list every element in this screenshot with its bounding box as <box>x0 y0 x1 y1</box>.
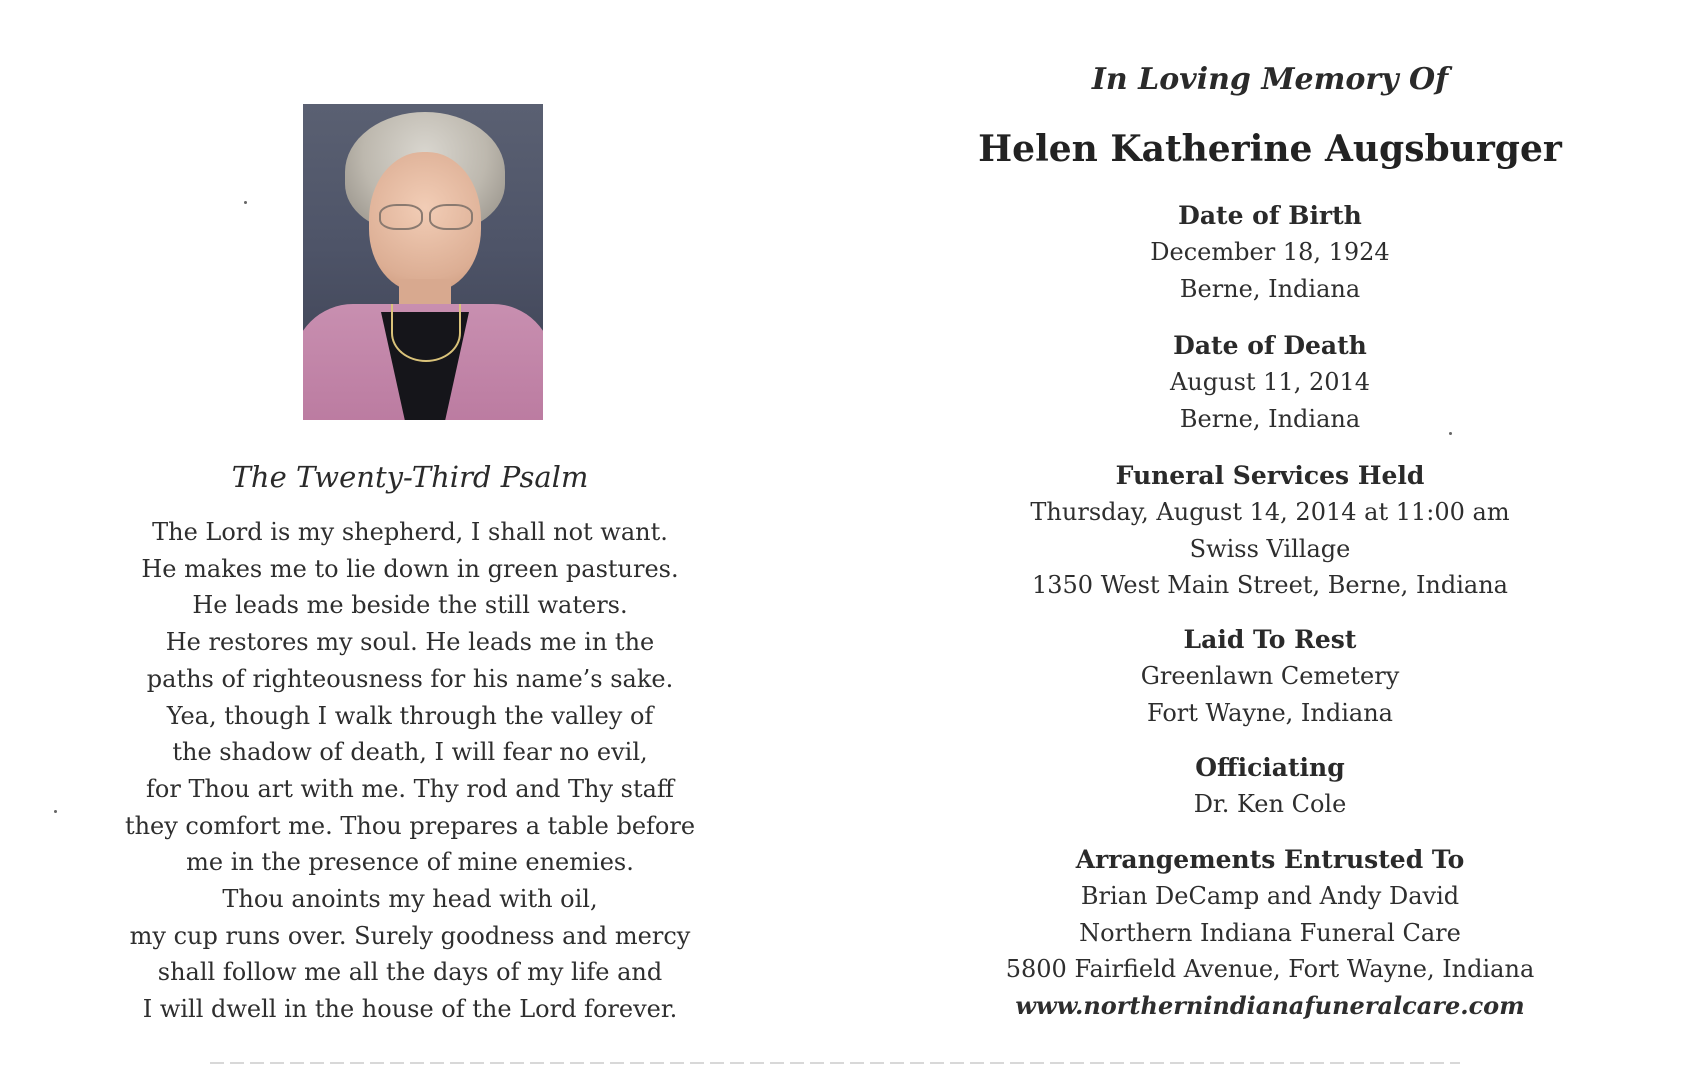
funeral-home-website[interactable]: www.northernindianafuneralcare.com <box>1015 990 1525 1020</box>
birth-place: Berne, Indiana <box>1179 274 1361 303</box>
death-place: Berne, Indiana <box>1179 404 1361 433</box>
death-heading: Date of Death <box>1173 331 1367 360</box>
officiating-heading: Officiating <box>1195 753 1345 782</box>
psalm-line: The Lord is my shepherd, I shall not want. <box>152 518 668 546</box>
services-datetime: Thursday, August 14, 2014 at 11:00 am <box>1030 498 1510 526</box>
psalm-line: Yea, though I walk through the valley of <box>166 701 654 730</box>
arrangements-people: Brian DeCamp and Andy David <box>1080 882 1460 910</box>
services-heading: Funeral Services Held <box>1115 461 1425 490</box>
psalm-body <box>60 514 760 1028</box>
arrangements-heading: Arrangements Entrusted To <box>1075 845 1465 874</box>
psalm-line: they comfort me. Thou prepares a table before <box>124 811 696 840</box>
scan-speck <box>1449 432 1452 435</box>
psalm-line: He makes me to lie down in green pastures. <box>141 554 679 583</box>
officiant-name: Dr. Ken Cole <box>1193 790 1347 818</box>
memory-heading: In Loving Memory Of <box>1091 62 1449 97</box>
arrangements-company: Northern Indiana Funeral Care <box>1079 918 1461 947</box>
portrait-glasses <box>375 204 475 230</box>
arrangements-section <box>950 842 1590 1024</box>
psalm-line: paths of righteousness for his name’s sake. <box>146 664 674 693</box>
psalm-line: me in the presence of mine enemies. <box>186 848 634 877</box>
birth-section <box>950 198 1590 307</box>
scan-speck <box>54 810 57 813</box>
portrait-photo <box>303 104 543 420</box>
left-panel <box>60 0 760 1071</box>
portrait-necklace <box>391 304 461 362</box>
rest-place: Fort Wayne, Indiana <box>1147 698 1393 727</box>
psalm-line: the shadow of death, I will fear no evil, <box>172 738 648 767</box>
death-section <box>950 328 1590 437</box>
services-venue: Swiss Village <box>1189 534 1351 563</box>
services-section <box>950 458 1590 604</box>
arrangements-address: 5800 Fairfield Avenue, Fort Wayne, Indiana <box>1005 955 1535 983</box>
rest-cemetery: Greenlawn Cemetery <box>1140 662 1400 690</box>
psalm-line: He restores my soul. He leads me in the <box>165 628 655 657</box>
psalm-line: shall follow me all the days of my life and <box>157 958 663 987</box>
birth-heading: Date of Birth <box>1178 201 1362 230</box>
rest-heading: Laid To Rest <box>1183 625 1357 654</box>
services-address: 1350 West Main Street, Berne, Indiana <box>1031 571 1508 599</box>
psalm-title: The Twenty-Third Psalm <box>231 460 589 494</box>
deceased-name: Helen Katherine Augsburger <box>978 128 1562 170</box>
psalm-line: my cup runs over. Surely goodness and mercy <box>129 921 691 950</box>
rest-section <box>950 622 1590 731</box>
psalm-line: for Thou art with me. Thy rod and Thy staff <box>146 774 674 803</box>
birth-date: December 18, 1924 <box>1150 238 1390 266</box>
psalm-line: I will dwell in the house of the Lord forever. <box>142 995 678 1024</box>
scan-speck <box>244 201 247 204</box>
death-date: August 11, 2014 <box>1169 368 1371 396</box>
officiating-section <box>950 750 1590 823</box>
psalm-line: He leads me beside the still waters. <box>192 591 628 620</box>
psalm-line: Thou anoints my head with oil, <box>222 885 598 914</box>
fold-dash-line <box>210 1062 1460 1064</box>
right-panel <box>950 0 1590 1071</box>
